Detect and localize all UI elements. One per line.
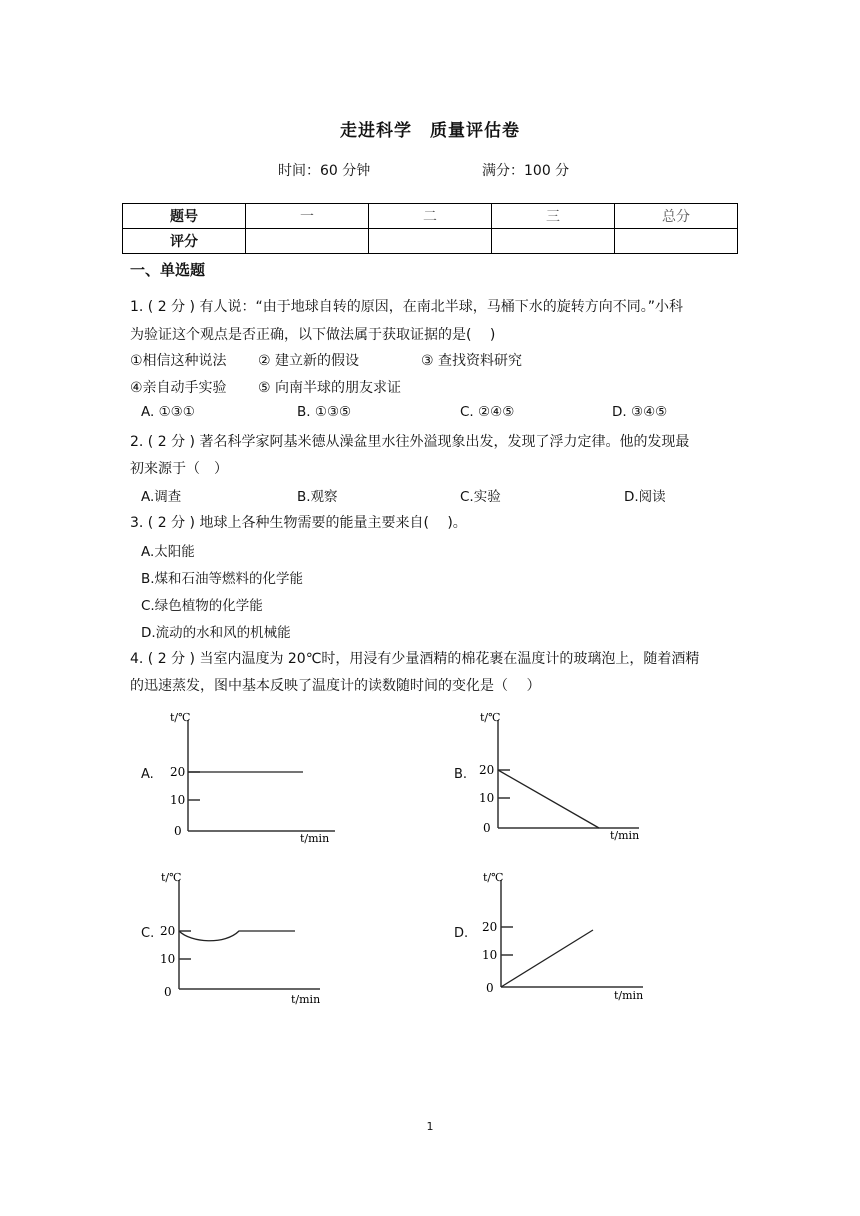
q4-option-a-label[interactable]: A. xyxy=(141,767,154,782)
y-tick: 20 xyxy=(160,924,176,938)
q3-option-c[interactable]: C.绿色植物的化学能 xyxy=(141,598,263,614)
q2-option-c[interactable]: C.实验 xyxy=(460,489,501,505)
q4-option-b-label[interactable]: B. xyxy=(454,767,468,782)
page-number: 1 xyxy=(426,1120,434,1133)
q2-option-d[interactable]: D.阅读 xyxy=(624,489,666,505)
q3-line1: 3. ( 2 分 ) 地球上各种生物需要的能量主要来自( )。 xyxy=(130,515,467,531)
score-table-header-cell: 二 xyxy=(369,204,492,229)
x-axis-label: t/min xyxy=(614,989,644,1002)
q2-option-a[interactable]: A.调查 xyxy=(141,489,182,505)
y-tick: 10 xyxy=(482,948,498,962)
score-table-header-row xyxy=(123,204,738,229)
q4-option-c-label[interactable]: C. xyxy=(141,926,155,941)
y-axis-label: t/℃ xyxy=(161,871,182,884)
section-heading: 一、单选题 xyxy=(130,261,206,279)
full-score-label: 满分：100 分 xyxy=(482,163,570,179)
y-tick: 20 xyxy=(482,920,498,934)
time-label: 时间：60 分钟 xyxy=(278,163,371,179)
y-tick: 10 xyxy=(170,793,186,807)
q4-graph-a[interactable] xyxy=(160,705,350,850)
x-axis-label: t/min xyxy=(300,832,330,845)
page-title: 走进科学 质量评估卷 xyxy=(340,121,520,141)
y-tick: 0 xyxy=(483,821,491,835)
q1-item: ⑤ 向南半球的朋友求证 xyxy=(258,380,402,396)
graph-c-curve xyxy=(179,931,295,941)
y-axis-label: t/℃ xyxy=(170,711,191,724)
q4-graph-c[interactable] xyxy=(155,865,345,1010)
y-axis-label: t/℃ xyxy=(483,871,504,884)
q3-option-a[interactable]: A.太阳能 xyxy=(141,544,195,560)
q1-line1: 1. ( 2 分 ) 有人说：“由于地球自转的原因，在南北半球，马桶下水的旋转方向不同。”小科 xyxy=(130,299,683,315)
y-tick: 0 xyxy=(486,981,494,995)
x-axis-label: t/min xyxy=(291,993,321,1006)
q1-item: ①相信这种说法 xyxy=(130,353,227,369)
q1-option-c[interactable]: C. ②④⑤ xyxy=(460,404,515,420)
score-cell[interactable] xyxy=(369,229,492,254)
y-tick: 0 xyxy=(164,985,172,999)
score-cell[interactable] xyxy=(246,229,369,254)
graph-d-curve xyxy=(501,930,593,987)
q4-graph-b[interactable] xyxy=(474,705,664,850)
graph-b-curve xyxy=(498,770,599,828)
score-cell[interactable] xyxy=(615,229,738,254)
q2-line1: 2. ( 2 分 ) 著名科学家阿基米德从澡盆里水往外溢现象出发，发现了浮力定律。他的发现最 xyxy=(130,434,690,450)
score-table-header-cell: 三 xyxy=(492,204,615,229)
score-table-score-row xyxy=(123,229,738,254)
score-row-label: 评分 xyxy=(123,229,246,254)
q1-option-d[interactable]: D. ③④⑤ xyxy=(612,404,668,420)
q3-option-b[interactable]: B.煤和石油等燃料的化学能 xyxy=(141,571,304,587)
q1-option-b[interactable]: B. ①③⑤ xyxy=(297,404,352,420)
q2-line2: 初来源于（ ） xyxy=(130,461,228,477)
y-tick: 20 xyxy=(170,765,186,779)
q4-option-d-label[interactable]: D. xyxy=(454,926,469,941)
score-table-header-cell: 题号 xyxy=(123,204,246,229)
score-table-header-cell: 一 xyxy=(246,204,369,229)
y-tick: 10 xyxy=(160,952,176,966)
score-table xyxy=(122,203,738,254)
q4-line1: 4. ( 2 分 ) 当室内温度为 20℃时，用浸有少量酒精的棉花裹在温度计的玻璃泡上，随着酒精 xyxy=(130,651,700,667)
y-tick: 20 xyxy=(479,763,495,777)
x-axis-label: t/min xyxy=(610,829,640,842)
q2-option-b[interactable]: B.观察 xyxy=(297,489,338,505)
q1-line2: 为验证这个观点是否正确，以下做法属于获取证据的是( ) xyxy=(130,327,496,343)
y-axis-label: t/℃ xyxy=(480,711,501,724)
y-tick: 10 xyxy=(479,791,495,805)
score-cell[interactable] xyxy=(492,229,615,254)
q4-graph-d[interactable] xyxy=(477,865,667,1010)
y-tick: 0 xyxy=(174,824,182,838)
q4-line2: 的迅速蒸发，图中基本反映了温度计的读数随时间的变化是（ ） xyxy=(130,678,541,694)
q3-option-d[interactable]: D.流动的水和风的机械能 xyxy=(141,625,291,641)
score-table-header-cell: 总分 xyxy=(615,204,738,229)
q1-item: ② 建立新的假设 xyxy=(258,353,360,369)
q1-option-a[interactable]: A. ①③① xyxy=(141,404,195,420)
q1-item: ④亲自动手实验 xyxy=(130,380,227,396)
q1-item: ③ 查找资料研究 xyxy=(421,353,523,369)
